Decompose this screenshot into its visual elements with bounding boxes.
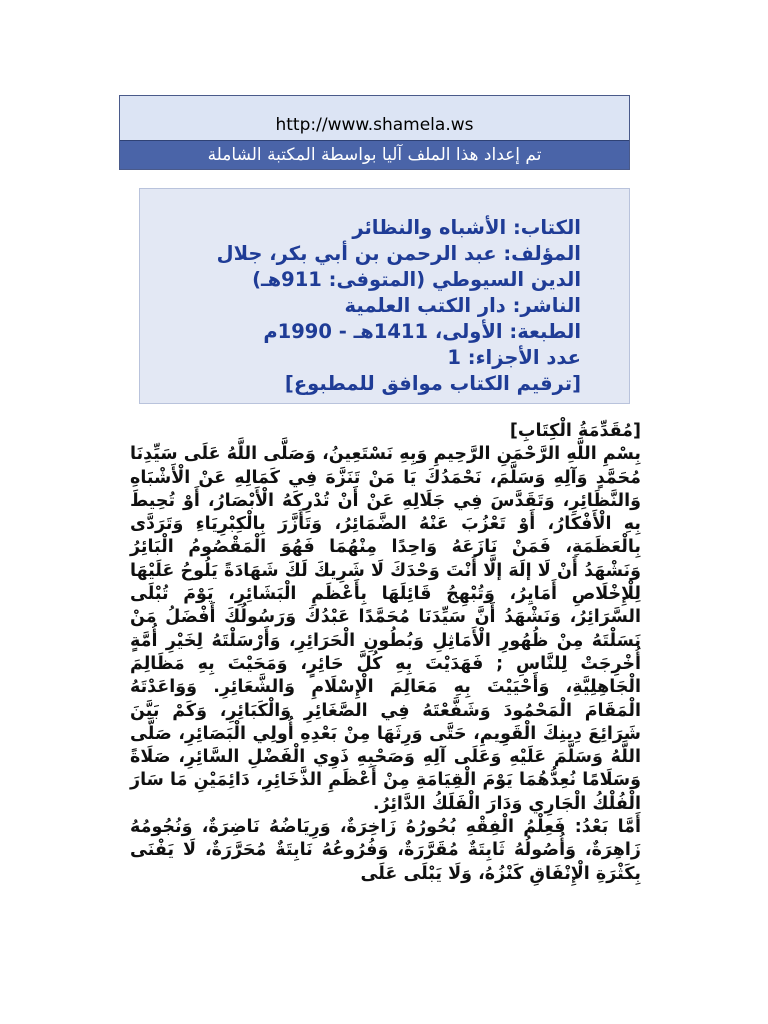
book-text-body: [130, 420, 641, 886]
shamela-banner: تم إعداد هذا الملف آليا بواسطة المكتبة الشاملة: [120, 140, 629, 169]
body-paragraph: أَمَّا بَعْدُ: فَعِلْمُ الْفِقْهِ بُحُورُهُ زَاخِرَةٌ، وَرِيَاضُهُ نَاضِرَةٌ، وَنُجُومُهُ زَاهِرَةٌ، وَأُصُولُهُ ثَابِتَةٌ مُقَرَّرَةٌ، وَفُرُوعُهُ نَابِتَةٌ مُحَرَّرَةٌ، لَا يَفْنَى بِكَثْرَةِ الْإِنْفَاقِ كَنْزُهُ، وَلَا يَبْلَى عَلَى: [130, 817, 641, 884]
book-volumes-line: عدد الأجزاء: 1: [447, 346, 581, 369]
chapter-title: [مُقَدِّمَةُ الْكِتَابِ]: [509, 421, 641, 441]
book-title-line: الكتاب: الأشباه والنظائر: [352, 216, 581, 239]
book-info-box: [139, 188, 630, 404]
book-edition-line: الطبعة: الأولى، 1411هـ - 1990م: [263, 320, 581, 343]
book-publisher-line: الناشر: دار الكتب العلمية: [344, 294, 581, 317]
shamela-url[interactable]: http://www.shamela.ws: [275, 115, 474, 135]
shamela-header: [119, 95, 630, 170]
book-author-line: المؤلف: عبد الرحمن بن أبي بكر، جلال الدين السيوطي (المتوفى: 911هـ): [216, 242, 581, 291]
book-numbering-line: [ترقيم الكتاب موافق للمطبوع]: [284, 372, 581, 395]
body-paragraph: بِسْمِ اللَّهِ الرَّحْمَنِ الرَّحِيمِ وَبِهِ نَسْتَعِينُ، وَصَلَّى اللَّهُ عَلَى سَيِّدِنَا مُحَمَّدٍ وَآلِهِ وَسَلَّمَ، نَحْمَدُكَ يَا مَنْ تَنَزَّهَ فِي كَمَالِهِ عَنْ الْأَشْبَاهِ وَالنَّظَائِرِ، وَتَقَدَّسَ فِي جَلَالِهِ عَنْ أَنْ تُدْرِكَهُ الْأَبْصَارُ، أَوْ تُحِيطَ بِهِ الْأَفْكَارُ، أَوْ تَعْزُبَ عَنْهُ الضَّمَائِرُ، وَتَأَزَّرَ بِالْكِبْرِيَاءِ وَتَرَدَّى بِالْعَظَمَةِ، فَمَنْ نَازَعَهُ وَاحِدًا مِنْهُمَا فَهُوَ الْمَقْصُومُ الْبَائِرُ وَنَشْهَدُ أَنْ لَا إلَهَ إلَّا أَنْتَ وَحْدَكَ لَا شَرِيكَ لَكَ شَهَادَةً يَلُوحُ عَلَيْهَا لِلْإِخْلَاصِ أَمَايِرُ، وَتُبْهِجُ قَائِلَهَا بِأَعْظَمِ الْبَشَائِرِ، يَوْمَ تُبْلَى السَّرَائِرُ، وَنَشْهَدُ أَنَّ سَيِّدَنَا مُحَمَّدًا عَبْدُكَ وَرَسُولُكَ أَفْضَلُ مَنْ نَسَلْتَهُ مِنْ ظُهُورِ الْأَمَاثِلِ وَبُطُونِ الْحَرَائِرِ، وَأَرْسَلْتَهُ لِخَيْرِ أُمَّةٍ أُخْرِجَتْ لِلنَّاسِ ; فَهَدَيْتَ بِهِ كُلَّ حَائِرٍ، وَمَحَيْتَ بِهِ مَظَالِمَ الْجَاهِلِيَّةِ، وَأَحْيَيْتَ بِهِ مَعَالِمَ الْإِسْلَامِ وَالشَّعَائِرِ. وَوَاعَدْتَهُ الْمَقَامَ الْمَحْمُودَ وَشَفَّعْتَهُ فِي الصَّغَائِرِ وَالْكَبَائِرِ، وَكَمْ بَيَّنَ شَرَائِعَ دِينِكَ الْقَوِيمِ، حَتَّى وَرِثَهَا مِنْ بَعْدِهِ أُولِي الْبَصَائِرِ، صَلَّى اللَّهُ وَسَلَّمَ عَلَيْهِ وَعَلَى آلِهِ وَصَحْبِهِ ذَوِي الْفَضْلِ السَّائِرِ، صَلَاةً وَسَلَامًا نُعِدُّهُمَا يَوْمَ الْقِيَامَةِ مِنْ أَعْظَمِ الذَّخَائِرِ، دَائِمَيْنِ مَا سَارَ الْفُلْكُ الْجَارِي وَدَارَ الْفَلَكُ الدَّائِرُ.: [130, 444, 641, 814]
